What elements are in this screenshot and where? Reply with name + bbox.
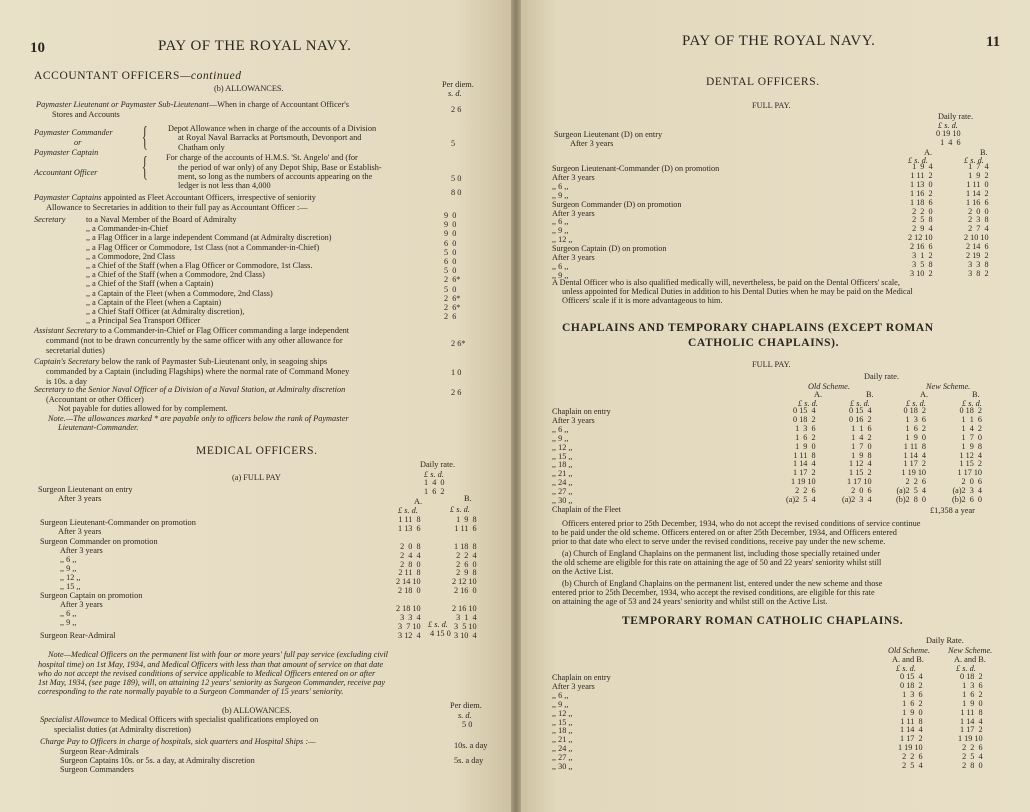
row-label: Surgeon Captains 10s. or 5s. a day, at Admiralty discretion [60, 756, 255, 765]
section-heading: MEDICAL OFFICERS. [196, 445, 318, 457]
row-text: Chaplain of the Fleet [552, 504, 621, 514]
column-header: A. [814, 390, 823, 399]
row-text: to a Naval Member of the Board of Admiralty [86, 215, 237, 224]
row-label [552, 235, 572, 244]
row-label [552, 762, 572, 771]
text-line: ment, so long as the numbers of accounts appearing on the [178, 172, 373, 181]
row-text: a Chief of the Staff (when a Captain) [92, 279, 214, 289]
row-text: ,, 12 ,, [552, 708, 573, 718]
column-header: B. [980, 148, 988, 157]
row-label [552, 691, 568, 700]
row-label [552, 700, 568, 709]
paragraph: prior to that date who elect to serve under the revised conditions, receive pay under the new scheme. [552, 537, 886, 546]
row-text: ,, 9 ,, [552, 433, 569, 443]
row-text: a Flag Officer or Commodore, 1st Class (not a Commander-in-Chief) [92, 242, 320, 252]
rate-value: 2 6 [451, 388, 462, 397]
row-label [552, 434, 568, 443]
running-head: PAY OF THE ROYAL NAVY. [682, 33, 876, 49]
daily-rate-label: Daily rate. [864, 372, 900, 381]
column-header: A. [924, 148, 933, 157]
text-line: ledger is not less than 4,000 [178, 181, 271, 190]
row-label [552, 478, 572, 487]
row-label [86, 316, 200, 325]
paragraph: to be paid under the old scheme. Officers entered on or after 25th December, 1934, and Officers entered [552, 528, 897, 537]
row-text: ,, 9 ,, [60, 564, 77, 573]
row-label [86, 270, 265, 279]
row-label [86, 307, 244, 316]
row-text: ,, 12 ,, [552, 442, 573, 452]
unit-label: £ s. d. [896, 664, 916, 673]
text-line: specialist duties (at Admiralty discretion) [54, 725, 191, 734]
brace: { [141, 152, 148, 183]
paragraph: (b) Church of England Chaplains on the permanent list, entered under the new scheme and those [562, 579, 883, 588]
row-label: After 3 years [58, 494, 102, 503]
ditto-mark: ,, [86, 297, 93, 307]
row-label: Surgeon Lieutenant-Commander on promotion [40, 518, 196, 527]
text-line: secretarial duties) [46, 346, 105, 355]
row-text: ,, 6 ,, [552, 217, 569, 227]
row-text: a Flag Officer in a large independent Command (at Admiralty discretion) [92, 233, 332, 243]
column-header: B. [464, 494, 472, 503]
row-label [552, 253, 595, 262]
text-line: Stores and Accounts [52, 110, 120, 119]
label: Accountant Officer [34, 168, 98, 177]
row-label [552, 709, 572, 718]
section-heading: ACCOUNTANT OFFICERS—continued [34, 70, 242, 82]
running-head: PAY OF THE ROYAL NAVY. [158, 38, 352, 54]
row-label [552, 182, 568, 191]
ditto-mark: ,, [86, 316, 93, 326]
page-number: 11 [986, 34, 1001, 50]
row-text: Chaplain on entry [552, 407, 611, 416]
row-text: ,, 27 ,, [552, 753, 573, 763]
rate-column: 1 4 0 1 6 2 [424, 478, 445, 496]
secretary-values: 9 0 9 0 9 0 6 0 5 0 6 0 5 0 2 6* 5 0 2 6* 2 6* 2 6 [444, 211, 461, 322]
unit-label: £ s. d. [398, 506, 418, 515]
row-label [86, 224, 168, 233]
column-header: A. [920, 390, 929, 399]
row-label [552, 164, 719, 173]
row-text: a Principal Sea Transport Officer [92, 316, 201, 326]
text-line: Paymaster Lieutenant or Paymaster Sub-Lieutenant—When in charge of Accountant Officer's [36, 100, 349, 109]
rate-value: 8 0 [451, 188, 462, 197]
row-label [86, 233, 331, 242]
row-text: ,, 6 ,, [60, 609, 77, 618]
row-label [552, 452, 572, 461]
row-text: a Chief of the Staff (when a Commodore, 2nd Class) [92, 270, 265, 280]
row-label [552, 416, 595, 425]
new-a-values: 0 18 2 1 3 6 1 6 2 1 9 0 1 11 8 1 14 4 1 17 2 1 19 10 2 2 6 (a)2 5 4 (b)2 8 0 [896, 406, 927, 505]
row-label [86, 252, 175, 261]
rate-value: 5s. a day [454, 756, 484, 765]
paragraph: on attaining the age of 53 and 24 years' seniority and whilst still on the Active List. [552, 597, 828, 606]
column-a-values: 1 11 8 1 13 6 2 0 8 2 4 4 2 8 0 2 11 8 2 14 10 2 18 0 2 18 10 3 3 4 3 7 10 3 12 4 [396, 515, 421, 640]
text-line: Allowance to Secretaries in addition to their full pay as Accountant Officer :— [46, 203, 308, 212]
row-text: After 3 years [60, 600, 103, 609]
unit-label: £ s. d. [850, 399, 870, 408]
brace: { [141, 122, 148, 153]
row-label [60, 546, 103, 555]
paragraph: on the Active List. [552, 567, 614, 576]
paragraph: Officers entered prior to 25th December, 1934, who do not accept the revised conditions of service continue [562, 519, 921, 528]
note: corresponding to the rate normally payable to a Surgeon Commander of 15 years' seniority. [38, 687, 344, 696]
row-label: Surgeon Commander on promotion [40, 537, 158, 546]
column-header: B. [866, 390, 874, 399]
unit-label: s. d. [448, 89, 462, 98]
note: Note—Medical Officers on the permanent list with four or more years' full pay service (excluding civil [48, 650, 388, 659]
row-label [552, 505, 621, 514]
row-label [552, 718, 572, 727]
text-line: Chatham only [178, 143, 225, 152]
row-label: Surgeon Rear-Admiral [40, 631, 116, 640]
row-text: Surgeon Lieutenant-Commander (D) on promotion [552, 164, 720, 173]
ditto-mark: ,, [86, 307, 93, 316]
ditto-mark: ,, [86, 224, 93, 234]
text-line: commanded by a Captain (including Flagships) where the normal rate of Command Money [46, 367, 350, 376]
daily-rate-label: Daily rate. [938, 112, 974, 121]
row-label [552, 191, 568, 200]
text-line: Paymaster Captains appointed as Fleet Accountant Officers, irrespective of seniority [34, 193, 316, 202]
row-label: Surgeon Commanders [60, 765, 134, 774]
rate-value: 2 6* [451, 339, 466, 348]
label: or [74, 138, 82, 147]
note: A Dental Officer who is also qualified medically will, nevertheless, be paid on the Dental Officers' scale, [552, 278, 900, 287]
row-label [552, 200, 681, 209]
rate-value: 10s. a day [454, 741, 488, 750]
row-text: ,, 12 ,, [60, 573, 81, 582]
row-label [86, 289, 273, 298]
section-heading: DENTAL OFFICERS. [706, 76, 820, 88]
unit-label: £ s. d. [962, 399, 982, 408]
row-label [60, 582, 80, 591]
text-line: command (not to be drawn concurrently by the same officer with any other allowance for [46, 336, 343, 345]
row-text: After 3 years [60, 546, 103, 555]
note: hospital time) on 1st May, 1934, and Medical Officers with less than that amount of service on that date [38, 660, 384, 669]
note: 1st May, 1934, (see page 189), will, on attaining 12 years' seniority as Surgeon Commander, receive pay [38, 678, 386, 687]
row-text: After 3 years [552, 208, 595, 218]
ditto-mark: ,, [86, 233, 93, 243]
row-text: ,, 27 ,, [552, 487, 573, 497]
column-a-values: 1 9 4 1 11 2 1 13 0 1 16 2 1 18 6 2 2 0 2 5 8 2 9 4 2 12 10 2 16 6 3 1 2 3 5 8 3 10 2 [908, 162, 933, 278]
row-text: ,, 15 ,, [60, 582, 81, 591]
book-gutter [511, 0, 521, 812]
row-label [552, 443, 572, 452]
row-label [86, 261, 312, 270]
label: Paymaster Captain [34, 148, 99, 157]
unit-label: £ s. d. [964, 156, 984, 165]
text-line: Captain's Secretary below the rank of Paymaster Sub-Lieutenant only, in seagoing ships [34, 357, 328, 366]
ditto-mark: ,, [86, 251, 93, 261]
text-line: the period of war only) of any Depot Ship, Base or Establish- [178, 163, 382, 172]
rate-value: 2 6 [451, 105, 462, 114]
old-b-values: 0 15 4 0 16 2 1 1 6 1 4 2 1 7 0 1 9 8 1 12 4 1 15 2 1 17 10 2 0 6 (a)2 3 4 [842, 406, 872, 505]
row-label: After 3 years [58, 527, 102, 536]
row-label [552, 425, 568, 434]
subheading: (a) FULL PAY [232, 473, 281, 482]
row-label [552, 469, 572, 478]
row-text: After 3 years [552, 415, 595, 425]
row-text: a Chief Staff Officer (at Admiralty discretion), [92, 307, 245, 316]
row-text: ,, 6 ,, [552, 424, 569, 434]
unit-label: £ s. d. [906, 399, 926, 408]
per-diem-label: Per diem. [450, 701, 482, 710]
row-text: ,, 6 ,, [552, 261, 569, 271]
ditto-mark: ,, [86, 288, 93, 298]
old-values: 0 15 4 0 18 2 1 3 6 1 6 2 1 9 0 1 11 8 1 14 4 1 17 2 1 19 10 2 2 6 2 5 4 [898, 672, 923, 771]
text-line: Specialist Allowance to Medical Officers with specialist qualifications employed on [40, 715, 319, 724]
row-text: After 3 years [552, 172, 595, 182]
label: Paymaster Commander [34, 128, 113, 137]
row-label [86, 298, 221, 307]
row-label [86, 279, 213, 288]
row-label: Surgeon Rear-Admirals [60, 747, 139, 756]
unit-label: s. d. [458, 711, 472, 720]
text-line: Not payable for duties allowed for by complement. [58, 404, 228, 413]
row-text: a Chief of the Staff (when a Flag Officer or Commodore, 1st Class. [92, 261, 313, 270]
row-text: ,, 24 ,, [552, 744, 573, 754]
scheme-label: New Scheme. [926, 382, 971, 391]
row-text: a Captain of the Fleet (when a Captain) [92, 297, 222, 307]
ditto-mark: ,, [86, 242, 93, 252]
row-label [552, 173, 595, 182]
row-label [60, 573, 80, 582]
unit-label: £ s. d. [428, 620, 448, 629]
row-text: ,, 9 ,, [60, 618, 77, 627]
row-label [552, 744, 572, 753]
rate-value: 1 0 [451, 368, 462, 377]
section-heading: CHAPLAINS AND TEMPORARY CHAPLAINS (EXCEPT ROMAN [562, 322, 934, 334]
row-text: After 3 years [552, 253, 595, 262]
row-text: a Commander-in-Chief [92, 224, 169, 234]
row-label [552, 726, 572, 735]
rate-value: 5 [451, 139, 456, 148]
note: Note.—The allowances marked * are payable only to officers below the rank of Paymaster [48, 414, 349, 423]
text-line: Charge Pay to Officers in charge of hospitals, sick quarters and Hospital Ships :— [40, 737, 316, 746]
scheme-label: Old Scheme. [888, 646, 930, 655]
row-text: Surgeon Commander (D) on promotion [552, 199, 682, 209]
rate-value: 5 0 [451, 174, 462, 183]
text-line: at Royal Naval Barracks at Portsmouth, Devonport and [178, 133, 362, 142]
row-label [552, 496, 572, 505]
row-text: ,, 21 ,, [552, 735, 573, 745]
row-text: ,, 9 ,, [552, 226, 569, 236]
row-text: After 3 years [552, 681, 595, 691]
unit-label: £ s. d. [908, 156, 928, 165]
unit-label: £ s. d. [798, 399, 818, 408]
text-line: (Accountant or other Officer) [46, 395, 144, 404]
row-text: ,, 30 ,, [552, 762, 573, 771]
ditto-mark: ,, [86, 279, 93, 289]
row-text: ,, 15 ,, [552, 451, 573, 461]
row-text: Surgeon Captain (D) on promotion [552, 244, 667, 254]
row-text: ,, 9 ,, [552, 190, 569, 200]
column-b-values: 1 7 4 1 9 2 1 11 0 1 14 2 1 16 6 2 0 0 2 3 8 2 7 4 2 10 10 2 14 6 2 19 2 3 3 8 3 8 2 [964, 162, 989, 278]
subheading: (b) ALLOWANCES. [222, 706, 292, 715]
column-header: A. [414, 497, 423, 506]
row-text: ,, 21 ,, [552, 469, 573, 479]
new-values: 0 18 2 1 3 6 1 6 2 1 9 0 1 11 8 1 14 4 1 17 2 1 19 10 2 2 6 2 5 4 2 8 0 [958, 672, 983, 771]
text-line: Assistant Secretary to a Commander-in-Chief or Flag Officer commanding a large independent [34, 326, 350, 335]
label: Secretary [34, 215, 66, 224]
row-label [552, 487, 572, 496]
row-label [86, 243, 319, 252]
row-text: ,, 6 ,, [552, 690, 569, 700]
row-label [86, 215, 237, 224]
per-diem-label: Per diem. [442, 80, 474, 89]
paragraph: entered prior to 25th December, 1934, who accept the revised conditions, are eligible for this rate [552, 588, 875, 597]
unit-label: £ s. d. [450, 505, 470, 514]
note: unless appointed for Medical Duties in addition to his Dental Duties when he may be paid on the Medical [562, 287, 913, 296]
text-line: is 10s. a day [46, 377, 88, 386]
row-label [552, 262, 568, 271]
ditto-mark: ,, [86, 270, 93, 280]
rate-column: 0 19 10 1 4 6 [936, 129, 961, 147]
row-label [552, 217, 568, 226]
subheading: FULL PAY. [752, 360, 791, 369]
column-header: B. [972, 390, 980, 399]
ditto-mark: ,, [86, 261, 93, 270]
row-label: Surgeon Lieutenant (D) on entry [554, 130, 663, 139]
column-b-values: 1 9 8 1 11 6 1 18 8 2 2 4 2 6 0 2 9 8 2 12 10 2 16 0 2 16 10 3 1 4 3 5 10 3 10 4 [452, 515, 477, 640]
unit-label: £ s. d. [424, 470, 444, 479]
text-line: For charge of the accounts of H.M.S. 'St. Angelo' and (for [166, 153, 358, 162]
page-number: 10 [30, 40, 45, 56]
row-label [552, 460, 572, 469]
row-label [552, 753, 572, 762]
rate-value: 4 15 0 [430, 629, 451, 638]
text-line: Depot Allowance when in charge of the accounts of a Division [168, 124, 377, 133]
daily-rate-label: Daily Rate. [926, 636, 964, 645]
note: who do not accept the revised conditions of service applicable to Medical Officers entered on or after [38, 669, 376, 678]
section-heading: TEMPORARY ROMAN CATHOLIC CHAPLAINS. [622, 615, 904, 627]
row-text: ,, 9 ,, [552, 270, 569, 280]
row-label [60, 564, 76, 573]
text-line: Secretary to the Senior Naval Officer of a Division of a Naval Station, at Admiralty discretion [34, 385, 346, 394]
row-text: Chaplain on entry [552, 673, 611, 682]
column-header: A. and B. [892, 655, 924, 664]
row-text: ,, 24 ,, [552, 478, 573, 488]
row-label [552, 673, 611, 682]
row-label: After 3 years [570, 139, 614, 148]
rate-value: £1,358 a year [930, 506, 975, 515]
row-text: ,, 15 ,, [552, 717, 573, 727]
row-text: ,, 18 ,, [552, 726, 573, 736]
right-page [516, 0, 1030, 812]
row-text: a Captain of the Fleet (when a Commodore, 2nd Class) [92, 288, 273, 298]
row-text: ,, 6 ,, [60, 555, 77, 564]
paragraph: (a) Church of England Chaplains on the permanent list, including those specially retained under [562, 549, 880, 558]
subheading: (b) ALLOWANCES. [214, 84, 284, 93]
section-heading: CATHOLIC CHAPLAINS). [688, 337, 840, 349]
note: Officers' scale if it is more advantageous to him. [562, 296, 723, 305]
row-text: ,, 6 ,, [552, 181, 569, 191]
daily-rate-label: Daily rate. [420, 460, 456, 469]
row-label [552, 682, 595, 691]
subheading: FULL PAY. [752, 101, 791, 110]
row-label [552, 407, 611, 416]
row-text: a Commodore, 2nd Class [92, 251, 175, 261]
row-text: ,, 9 ,, [552, 699, 569, 709]
scheme-label: Old Scheme. [808, 382, 850, 391]
unit-label: £ s. d. [938, 121, 958, 130]
unit-label: £ s. d. [956, 664, 976, 673]
rate-value: 5 0 [462, 720, 473, 729]
paragraph: the old scheme are eligible for this rate on attaining the age of 50 and 22 years' seniority whilst still [552, 558, 882, 567]
row-label: Surgeon Captain on promotion [40, 591, 143, 600]
row-label [552, 226, 568, 235]
row-label: Surgeon Lieutenant on entry [38, 485, 133, 494]
row-label [60, 600, 103, 609]
new-b-values: 0 18 2 1 1 6 1 4 2 1 7 0 1 9 8 1 12 4 1 15 2 1 17 10 2 0 6 (a)2 3 4 (b)2 6 0 [952, 406, 983, 505]
row-label [60, 618, 76, 627]
row-text: ,, 30 ,, [552, 496, 573, 505]
column-header: A. and B. [954, 655, 986, 664]
row-label [552, 209, 595, 218]
row-label [552, 735, 572, 744]
scheme-label: New Scheme. [948, 646, 993, 655]
row-text: ,, 12 ,, [552, 235, 573, 245]
note: Lieutenant-Commander. [58, 423, 139, 432]
row-text: ,, 18 ,, [552, 460, 573, 470]
row-label [60, 609, 76, 618]
row-label [60, 555, 76, 564]
old-a-values: 0 15 4 0 18 2 1 3 6 1 6 2 1 9 0 1 11 8 1 14 4 1 17 2 1 19 10 2 2 6 (a)2 5 4 [786, 406, 816, 505]
row-label [552, 244, 666, 253]
